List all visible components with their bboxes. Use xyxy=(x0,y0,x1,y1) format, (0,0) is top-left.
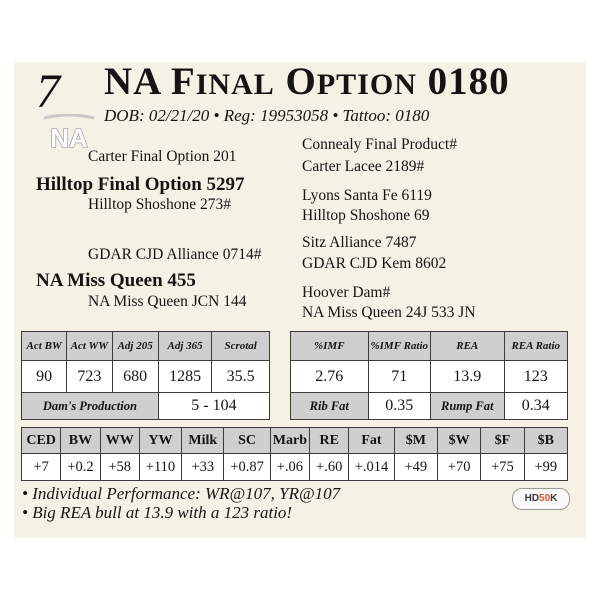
title-part2-cap: O xyxy=(274,60,317,103)
title-part1-cap: NA F xyxy=(104,60,196,103)
carcass-header-rea-ratio: REA Ratio xyxy=(504,332,568,361)
carcass-header-imf-ratio: %IMF Ratio xyxy=(368,332,430,361)
badge-highlight: 50 xyxy=(539,493,551,504)
epd-header-marb: Marb xyxy=(270,428,309,454)
perf-value-adj-205: 680 xyxy=(112,361,158,393)
perf-header-scrotal: Scrotal xyxy=(212,332,270,361)
perf-header-act-ww: Act WW xyxy=(67,332,112,361)
note-item: • Big REA bull at 13.9 with a 123 ratio! xyxy=(22,503,293,522)
title-part3: 0180 xyxy=(416,60,510,103)
epd-header-re: RE xyxy=(310,428,349,454)
title-part1-rest: INAL xyxy=(195,68,275,101)
epd-value-bw: +0.2 xyxy=(61,454,100,481)
epd-value-fat: +.014 xyxy=(349,454,394,481)
epd-header-ced: CED xyxy=(22,428,61,454)
epd-header-b: $B xyxy=(524,428,567,454)
performance-table xyxy=(21,331,270,420)
lot-number: 7 xyxy=(36,65,60,118)
epd-header-sc: SC xyxy=(224,428,270,454)
carcass-table xyxy=(290,331,568,420)
pedigree-gp7: Hoover Dam# xyxy=(302,284,391,301)
perf-value-scrotal: 35.5 xyxy=(212,361,270,393)
epd-value-ww: +58 xyxy=(100,454,139,481)
perf-value-act-bw: 90 xyxy=(22,361,67,393)
epd-value-sc: +0.87 xyxy=(224,454,270,481)
pedigree-dam-dam: NA Miss Queen JCN 144 xyxy=(88,293,247,310)
epd-header-m: $M xyxy=(394,428,437,454)
epd-value-b: +99 xyxy=(524,454,567,481)
note-text: Big REA bull at 13.9 with a 123 ratio! xyxy=(32,503,293,522)
rib-fat-label: Rib Fat xyxy=(291,393,369,420)
badge-prefix: HD xyxy=(524,493,540,504)
pedigree-sire-dam: Hilltop Shoshone 273# xyxy=(88,196,231,213)
carcass-value-imf: 2.76 xyxy=(291,361,369,393)
pedigree-gp4: Hilltop Shoshone 69 xyxy=(302,207,430,224)
epd-value-milk: +33 xyxy=(182,454,224,481)
carcass-value-rea: 13.9 xyxy=(430,361,504,393)
epd-header-ww: WW xyxy=(100,428,139,454)
epd-value-f: +75 xyxy=(481,454,524,481)
pedigree-gp5: Sitz Alliance 7487 xyxy=(302,234,417,251)
dams-production-label: Dam's Production xyxy=(22,393,159,420)
epd-header-milk: Milk xyxy=(182,428,224,454)
registration-line: DOB: 02/21/20 • Reg: 19953058 • Tattoo: 0180 xyxy=(104,106,430,125)
pedigree-dam-sire: GDAR CJD Alliance 0714# xyxy=(88,246,262,263)
pedigree-gp8: NA Miss Queen 24J 533 JN xyxy=(302,304,476,321)
epd-value-marb: +.06 xyxy=(270,454,309,481)
carcass-value-rea-ratio: 123 xyxy=(504,361,568,393)
rump-fat-label: Rump Fat xyxy=(430,393,504,420)
animal-name xyxy=(104,62,510,101)
pedigree-sire-sire: Carter Final Option 201 xyxy=(88,148,237,165)
pedigree-gp2: Carter Lacee 2189# xyxy=(302,158,425,175)
epd-value-w: +70 xyxy=(437,454,480,481)
epd-table xyxy=(21,427,568,481)
perf-header-adj-365: Adj 365 xyxy=(158,332,212,361)
epd-header-bw: BW xyxy=(61,428,100,454)
epd-header-f: $F xyxy=(481,428,524,454)
badge-suffix: K xyxy=(550,493,558,504)
perf-header-act-bw: Act BW xyxy=(22,332,67,361)
pedigree-gp3: Lyons Santa Fe 6119 xyxy=(302,187,432,204)
hd50k-badge xyxy=(512,488,570,510)
na-logo xyxy=(38,114,100,152)
epd-header-w: $W xyxy=(437,428,480,454)
pedigree-dam: NA Miss Queen 455 xyxy=(36,270,196,291)
na-logo-text: NA xyxy=(50,123,88,152)
epd-value-yw: +110 xyxy=(139,454,181,481)
perf-value-adj-365: 1285 xyxy=(158,361,212,393)
note-text: Individual Performance: WR@107, YR@107 xyxy=(32,484,341,503)
epd-value-m: +49 xyxy=(394,454,437,481)
dams-production-value: 5 - 104 xyxy=(158,393,269,420)
epd-header-fat: Fat xyxy=(349,428,394,454)
pedigree-sire: Hilltop Final Option 5297 xyxy=(36,174,245,195)
rib-fat-value: 0.35 xyxy=(368,393,430,420)
epd-value-ced: +7 xyxy=(22,454,61,481)
perf-header-adj-205: Adj 205 xyxy=(112,332,158,361)
perf-value-act-ww: 723 xyxy=(67,361,112,393)
pedigree-gp6: GDAR CJD Kem 8602 xyxy=(302,255,447,272)
pedigree-gp1: Connealy Final Product# xyxy=(302,136,457,153)
carcass-value-imf-ratio: 71 xyxy=(368,361,430,393)
carcass-header-rea: REA xyxy=(430,332,504,361)
epd-header-yw: YW xyxy=(139,428,181,454)
carcass-header-imf: %IMF xyxy=(291,332,369,361)
title-part2-rest: PTION xyxy=(316,68,417,101)
epd-value-re: +.60 xyxy=(310,454,349,481)
note-item: • Individual Performance: WR@107, YR@107 xyxy=(22,484,341,503)
rump-fat-value: 0.34 xyxy=(504,393,568,420)
